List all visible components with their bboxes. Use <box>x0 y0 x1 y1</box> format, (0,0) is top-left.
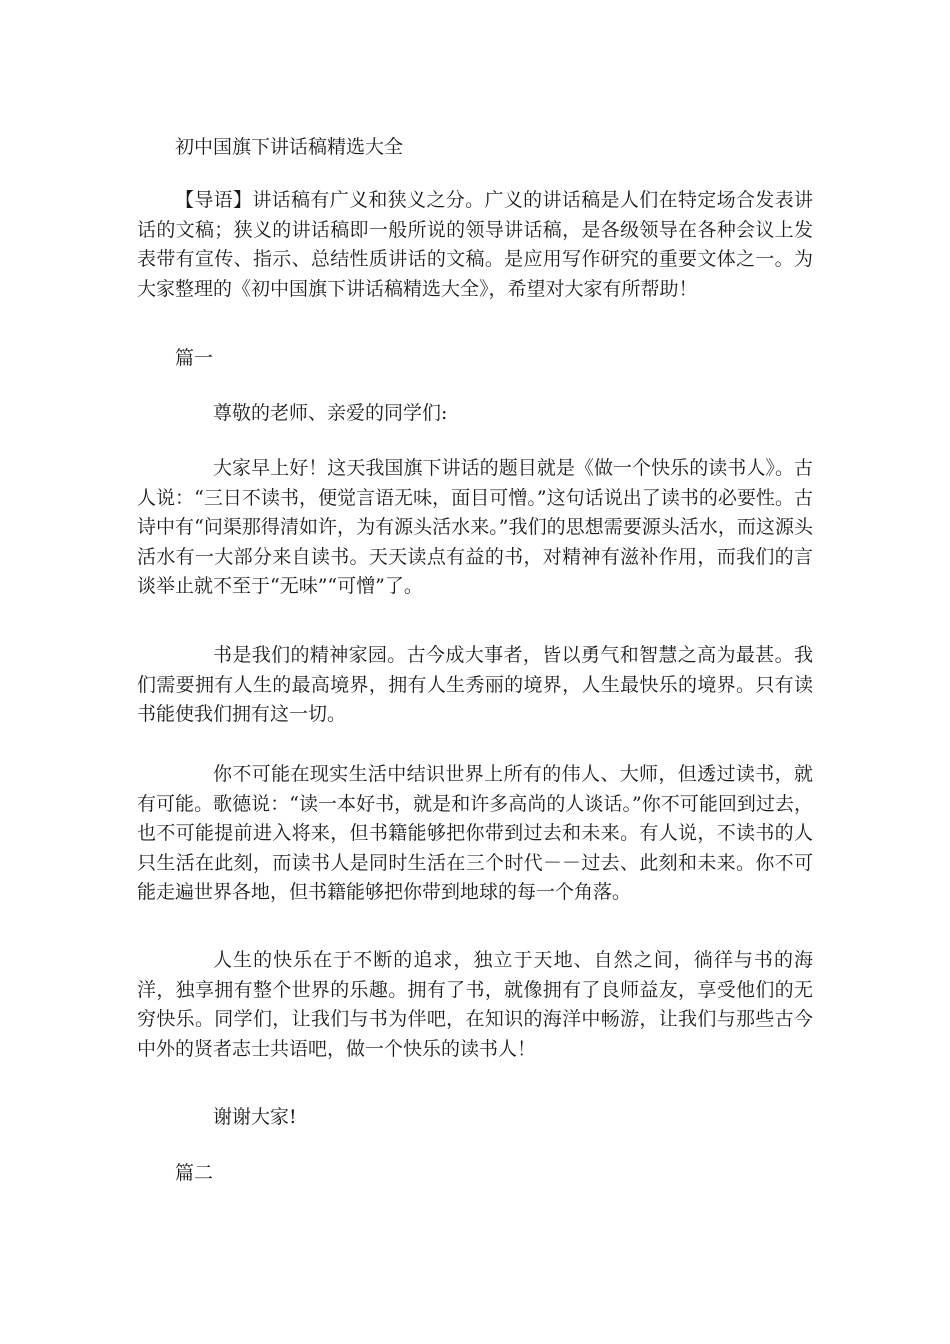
body-paragraph-1: 大家早上好！这天我国旗下讲话的题目就是《做一个快乐的读书人》。古人说：“三日不读书，便觉言语无味，面目可憎。”这句话说出了读书的必要性。古诗中有“问渠那得清如许，为有源头活水来。”我们的思想需要源头活水，而这源头活水有一大部分来自读书。天天读点有益的书，对精神有滋补作用，而我们的言谈举止就不至于“无味”“可憎”了。 <box>137 457 813 598</box>
body-paragraph-3: 你不可能在现实生活中结识世界上所有的伟人、大师，但透过读书，就有可能。歌德说：“读一本好书，就是和许多高尚的人谈话。”你不可能回到过去，也不可能提前进入将来，但书籍能够把你带到过去和未来。有人说，不读书的人只生活在此刻，而读书人是同时生活在三个时代－－过去、此刻和未来。你不可能走遍世界各地，但书籍能够把你带到地球的每一个角落。 <box>137 763 813 904</box>
closing: 谢谢大家! <box>213 1106 297 1128</box>
salutation: 尊敬的老师、亲爱的同学们: <box>213 402 448 424</box>
body-paragraph-2: 书是我们的精神家园。古今成大事者，皆以勇气和智慧之高为最甚。我们需要拥有人生的最高境界，拥有人生秀丽的境界，人生最快乐的境界。只有读书能使我们拥有这一切。 <box>137 644 813 726</box>
section-heading-1: 篇一 <box>175 347 214 369</box>
body-paragraph-4: 人生的快乐在于不断的追求，独立于天地、自然之间，徜徉与书的海洋，独享拥有整个世界的乐趣。拥有了书，就像拥有了良师益友，享受他们的无穷快乐。同学们，让我们与书为伴吧，在知识的海洋中畅游，让我们与那些古今中外的贤者志士共语吧，做一个快乐的读书人！ <box>137 949 813 1060</box>
document-title: 初中国旗下讲话稿精选大全 <box>175 136 404 158</box>
section-heading-2: 篇二 <box>175 1162 214 1184</box>
intro-paragraph: 【导语】讲话稿有广义和狭义之分。广义的讲话稿是人们在特定场合发表讲话的文稿；狭义的讲话稿即一般所说的领导讲话稿，是各级领导在各种会议上发表带有宣传、指示、总结性质讲话的文稿。是应用写作研究的重要文体之一。为大家整理的《初中国旗下讲话稿精选大全》，希望对大家有所帮助！ <box>137 189 813 300</box>
